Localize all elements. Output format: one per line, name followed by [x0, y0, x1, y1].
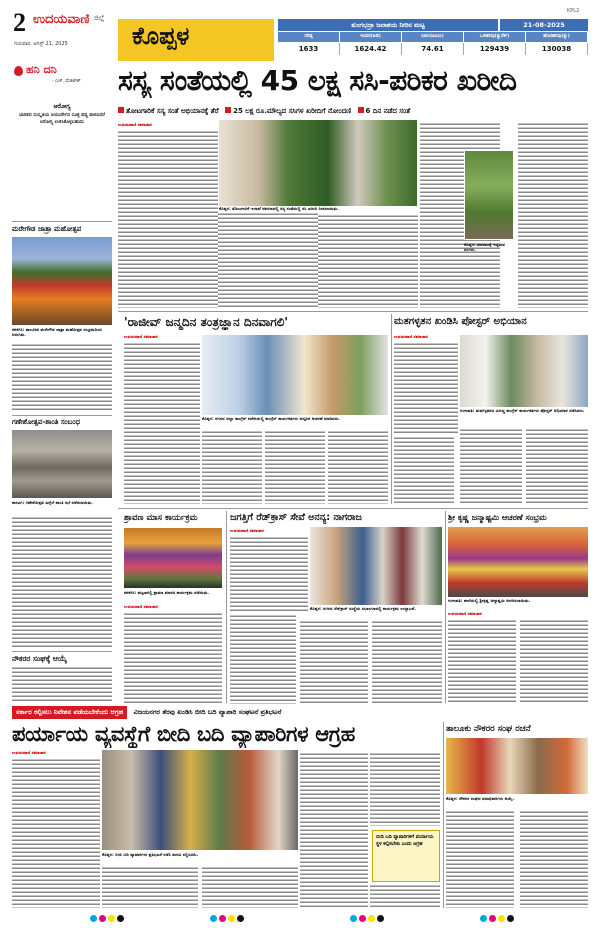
sidebar-brand: ಹನಿ ದನಿ	[26, 63, 57, 76]
lead-inset-photo	[464, 150, 514, 240]
column-divider	[391, 314, 392, 504]
dam-header-cell: ನೀರು(ಟಿಎಂಸಿ)	[402, 32, 464, 42]
column-divider	[443, 722, 444, 908]
registration-mark	[507, 915, 514, 922]
poster-byline: ಉದಯವಾಣಿ ಸಮಾಚಾರ	[394, 334, 428, 339]
masthead	[0, 0, 600, 62]
bottom-kicker-bar	[12, 706, 588, 719]
sidebar-divider	[12, 651, 112, 652]
sravana-caption: ಕನಕಗಿರಿ: ಪಟ್ಟಣದಲ್ಲಿ ಶ್ರಾವಣ ಮಾಸದ ಕಾರ್ಯಕ್ರಮ ನಡೆಯಿತು.	[124, 590, 209, 595]
rajiv-headline: 'ರಾಜೀವ್ ಜನ್ಮದಿನ ತಂತ್ರಜ್ಞಾನ ದಿನವಾಗಲಿ'	[124, 315, 289, 329]
sidebar-story2-title: ಗಣೇಶೋತ್ಸವ-ಶಾಂತಿ ಸಂಬಂಧ	[12, 418, 81, 426]
section-divider	[118, 508, 588, 509]
sidebar-divider	[12, 221, 112, 222]
district-banner	[118, 19, 274, 61]
registration-mark	[377, 915, 384, 922]
redcross-col-2	[230, 614, 296, 704]
bottom-byline: ಉದಯವಾಣಿ ಸಮಾಚಾರ	[12, 750, 46, 755]
registration-mark	[489, 915, 496, 922]
sravana-byline: ಉದಯವಾಣಿ ಸಮಾಚಾರ	[124, 604, 158, 609]
poster-col-3	[460, 428, 522, 504]
paper-name: ಉದಯವಾಣಿ	[33, 12, 90, 27]
honey-drop-icon	[14, 66, 23, 76]
janmashtami-col-2	[520, 619, 588, 704]
poster-caption: ಗಂಗಾವತಿ: ಮತಗಳ್ಳತನದ ವಿರುದ್ಧ ಕಾಂಗ್ರೆಸ್ ಕಾರ್ಯಕರ್ತರು ಪೋಸ್ಟರ್ ಅಭಿಯಾನ ನಡೆಸಿದರು.	[460, 408, 585, 413]
bottom-col-1	[12, 758, 100, 908]
bottom-col-5	[370, 752, 440, 826]
sidebar-story4-body	[12, 666, 112, 702]
bottom-col-2	[102, 866, 198, 908]
rajiv-col-2	[202, 430, 262, 504]
jatre-photo	[12, 237, 112, 325]
lead-headline: ಸಸ್ಯ ಸಂತೆಯಲ್ಲಿ 45 ಲಕ್ಷ ಸಸಿ-ಪರಿಕರ ಖರೀದಿ	[118, 64, 517, 97]
sidebar-story1-body	[12, 343, 112, 411]
bottom-callout-text: ಬೀದಿ ಬದಿ ವ್ಯಾಪಾರಿಗಳಿಗೆ ಪರ್ಯಾಯ ಸ್ಥಳ ಕಲ್ಪಿಸಬೇಕು ಎಂದು ಆಗ್ರಹ	[376, 835, 434, 847]
bottom-col-4	[300, 752, 368, 908]
side-col-1	[446, 810, 514, 908]
side-headline: ತಾಲೂಕು ನೌಕರರ ಸಂಘ ರಚನೆ	[446, 724, 531, 734]
edition-code: KPL2	[567, 8, 580, 14]
registration-mark	[368, 915, 375, 922]
registration-mark	[210, 915, 217, 922]
rajiv-caption: ಕೊಪ್ಪಳ: ನಗರದ ಜಿಲ್ಲಾ ಕಾಂಗ್ರೆಸ್ ಕಚೇರಿಯಲ್ಲಿ ಕಾಂಗ್ರೆಸ್ ಕಾರ್ಯಕರ್ತರು ಜನ್ಮದಿನ ಆಚರಣೆ ಮಾಡಿದರು.	[202, 416, 341, 421]
bottom-col-3	[202, 866, 298, 908]
dam-value-cell: 1633	[278, 43, 340, 55]
quote-text: ಭಾರತದ ಸಂಸ್ಕೃತಿಯ ಆಯುರ್ವೇದ ಸೂತ್ರ ಪಥ್ಯ ಪಾಲಿಸಿದರೆ ಆರೋಗ್ಯ ಉಳಿಸಿಕೊಳ್ಳಬಹುದು	[19, 113, 105, 125]
rajiv-photo	[202, 335, 388, 415]
rajiv-col-1	[124, 342, 200, 504]
registration-mark	[108, 915, 115, 922]
dam-header-cell: ಇಂದಿನ(ಅಡಿ)	[340, 32, 402, 42]
registration-mark	[237, 915, 244, 922]
dam-value-cell: 74.61	[402, 43, 464, 55]
registration-mark	[480, 915, 487, 922]
janmashtami-caption: ಗಂಗಾವತಿ: ಶಾಲೆಯಲ್ಲಿ ಶ್ರೀಕೃಷ್ಣ ಜನ್ಮಾಷ್ಟಮಿ ಆಚರಿಸಲಾಯಿತು.	[448, 598, 531, 603]
sidebar-divider	[12, 415, 112, 416]
sidebar	[12, 63, 112, 705]
bottom-caption: ಕೊಪ್ಪಳ: ಬೀದಿ ಬದಿ ವ್ಯಾಪಾರಿಗಳು ಪ್ರತಿಭಟನೆ ನಡೆಸಿ ಮನವಿ ಸಲ್ಲಿಸಿದರು.	[102, 852, 199, 857]
dam-value-cell: 130038	[526, 43, 588, 55]
sidebar-story2-body	[12, 516, 112, 604]
bottom-kicker-1: ಸರ್ಕಾರ ಕಲ್ಪಿಸಲು ನಿವೇಶನ ಪಡೆಯಬೇಕೆಂದು ಆಗ್ರಹ	[12, 706, 127, 719]
lead-col-1	[118, 130, 218, 308]
dam-header-cell: ಗರಿಷ್ಠ	[278, 32, 340, 42]
poster-col-1	[394, 342, 458, 434]
sidebar-story4-title: ನೌಕರರ ಸಂಘಕ್ಕೆ ಆಯ್ಕೆ	[12, 654, 67, 663]
redcross-col-3	[300, 620, 368, 704]
sidebar-story1-caption: ಕನಕಗಿರಿ: ತಾಲೂಕಿನ ಮರೇಗೌಡ ಜಾತ್ರಾ ಮಹೋತ್ಸವ ಸಂಭ್ರಮದಿಂದ ಜರುಗಿತು.	[12, 327, 102, 337]
page-number: 2	[13, 8, 26, 37]
janmashtami-headline: ಶ್ರೀ ಕೃಷ್ಣ ಜನ್ಮಾಷ್ಟಮಿ ಆಚರಣೆ ಸಂಭ್ರಮ	[448, 513, 547, 522]
lead-subhead-2: 25 ಲಕ್ಷ ರೂ.ಮೌಲ್ಯದ ಸಸಿಗಳ ಖರೀದಿಗೆ ನೋಂದಣಿ	[233, 107, 352, 115]
dam-value-cell: 1624.42	[340, 43, 402, 55]
lead-subhead-bar	[118, 104, 588, 118]
registration-mark	[90, 915, 97, 922]
dam-header-cell: ಹೊರಹರಿವು(ಕ್ಯು)	[526, 32, 588, 42]
lead-subhead-3: 6 ದಿನ ನಡೆದ ಸಂತೆ	[365, 107, 411, 115]
district-name: ಕೊಪ್ಪಳ	[132, 22, 190, 50]
dam-header-cell: ಒಳಹರಿವು(ಕ್ಯುಸೆಕ್)	[464, 32, 526, 42]
bottom-photo	[102, 750, 298, 850]
poster-col-2	[394, 436, 454, 504]
rajiv-col-4	[328, 430, 388, 504]
square-bullet-icon	[358, 107, 364, 113]
square-bullet-icon	[118, 107, 124, 113]
square-bullet-icon	[225, 107, 231, 113]
registration-mark	[99, 915, 106, 922]
dateline: ಗುರುವಾರ, ಆಗಸ್ಟ್ 21, 2025	[14, 41, 68, 47]
sidebar-story1-title: ಮರೇಗೌಡ ಜಾತ್ರಾ ಮಹೋತ್ಸವ	[12, 225, 82, 233]
janmashtami-col-1	[448, 619, 516, 704]
redcross-col-4	[372, 620, 442, 704]
lead-photo-caption: ಕೊಪ್ಪಳ: ತೋಟಗಾರಿಕೆ ಇಲಾಖೆ ಆವರಣದಲ್ಲಿ ಸಸ್ಯ ಸಂತೆಯಲ್ಲಿ ಸಸಿ ಖರೀದಿ ನೀಡಲಾಯಿತು.	[219, 206, 339, 211]
registration-mark	[228, 915, 235, 922]
sravana-headline: ಶ್ರಾವಣ ಮಾಸ ಕಾರ್ಯಕ್ರಮ	[124, 513, 198, 523]
side-photo	[446, 738, 588, 794]
registration-mark	[117, 915, 124, 922]
lead-col-5	[518, 122, 588, 308]
registration-mark	[219, 915, 226, 922]
dam-header-row	[278, 32, 588, 42]
sidebar-brand-byline: - ಎಚ್. ವೆಂಕಟೇಶ್	[52, 79, 81, 84]
dam-value-row	[278, 43, 588, 55]
redcross-caption: ಕೊಪ್ಪಳ: ನಗರದ ರೆಡ್‌ಕ್ರಾಸ್ ಸಂಸ್ಥೆಯ ಸಭಾಂಗಣದಲ್ಲಿ ಕಾರ್ಯಕ್ರಮ ಉದ್ಘಾಟನೆ.	[310, 606, 416, 611]
lead-byline: ಉದಯವಾಣಿ ಸಮಾಚಾರ	[118, 122, 152, 127]
bottom-kicker-2: ವಿಜಯನಗರ ತೆರವು ಖಂಡಿಸಿ ಬೀದಿ ಬದಿ ವ್ಯಾಪಾರಿ ಸಂಘಟನೆ ಪ್ರತಿಭಟನೆ	[133, 708, 282, 716]
dam-value-cell: 129439	[464, 43, 526, 55]
redcross-photo	[310, 527, 442, 605]
bottom-callout	[372, 830, 440, 882]
bottom-col-6	[370, 884, 440, 908]
rajiv-byline: ಉದಯವಾಣಿ ಸಮಾಚಾರ	[124, 334, 158, 339]
poster-col-4	[526, 428, 588, 504]
janmashtami-photo	[448, 527, 588, 597]
redcross-byline: ಉದಯವಾಣಿ ಸಮಾಚಾರ	[230, 528, 264, 533]
paper-suffix: ಜಿಲ್ಲೆ	[94, 14, 105, 22]
dam-panel	[278, 19, 588, 61]
lead-subhead-1: ತೋಟಗಾರಿಕೆ ಸಸ್ಯ ಸಂತೆ ಅಭಿಯಾನಕ್ಕೆ ತೆರೆ	[126, 107, 219, 115]
lead-col-2	[218, 212, 318, 308]
registration-mark	[350, 915, 357, 922]
market-photo	[12, 430, 112, 498]
dam-title-bar: ತುಂಗಭದ್ರಾ ಜಲಾಶಯ ನೀರಿನ ಮಟ್ಟ	[278, 19, 498, 31]
bottom-headline: ಪರ್ಯಾಯ ವ್ಯವಸ್ಥೆಗೆ ಬೀದಿ ಬದಿ ವ್ಯಾಪಾರಿಗಳ ಆಗ್ರಹ	[12, 722, 355, 746]
lead-photo	[219, 120, 417, 206]
poster-headline: ಮತಗಳ್ಳತನ ಖಂಡಿಸಿ ಪೋಸ್ಟರ್ ಅಭಿಯಾನ	[394, 316, 527, 327]
redcross-col-1	[230, 536, 308, 612]
rajiv-col-3	[265, 430, 325, 504]
registration-mark	[498, 915, 505, 922]
quote-title: ಆರೋಗ್ಯ	[53, 103, 71, 110]
registration-strip	[0, 914, 600, 924]
column-divider	[445, 511, 446, 703]
dam-date: 21-08-2025	[500, 19, 588, 31]
lead-inset-caption: ಕೊಪ್ಪಳ: ಮಾರಾಟಕ್ಕೆ ಇಟ್ಟಿರುವ ಸಸಿಗಳು.	[464, 242, 505, 252]
side-col-2	[520, 810, 588, 908]
sravana-col-1	[124, 612, 222, 704]
redcross-headline: ಜಗತ್ತಿಗೆ ರೆಡ್‌ಕ್ರಾಸ್ ಸೇವೆ ಅನನ್ಯ: ನಾಗರಾಜ	[230, 512, 362, 523]
section-divider	[118, 311, 588, 312]
sidebar-story2-body-cont	[12, 604, 112, 648]
side-caption: ಕೊಪ್ಪಳ: ನೌಕರರ ಸಂಘದ ಪದಾಧಿಕಾರಿಗಳು ಆಯ್ಕೆ.	[446, 796, 515, 801]
sidebar-story2-caption: ಕಾರಟಗಿ: ಗಣೇಶೋತ್ಸವ ಹಿನ್ನೆಲೆ ಶಾಂತಿ ಸಭೆ ನಡೆಸಲಾಯಿತು.	[12, 500, 93, 505]
registration-mark	[359, 915, 366, 922]
sravana-photo	[124, 528, 222, 588]
column-divider	[226, 511, 227, 703]
janmashtami-byline: ಉದಯವಾಣಿ ಸಮಾಚಾರ	[448, 611, 482, 616]
lead-col-3	[318, 214, 418, 308]
poster-photo	[460, 335, 588, 407]
